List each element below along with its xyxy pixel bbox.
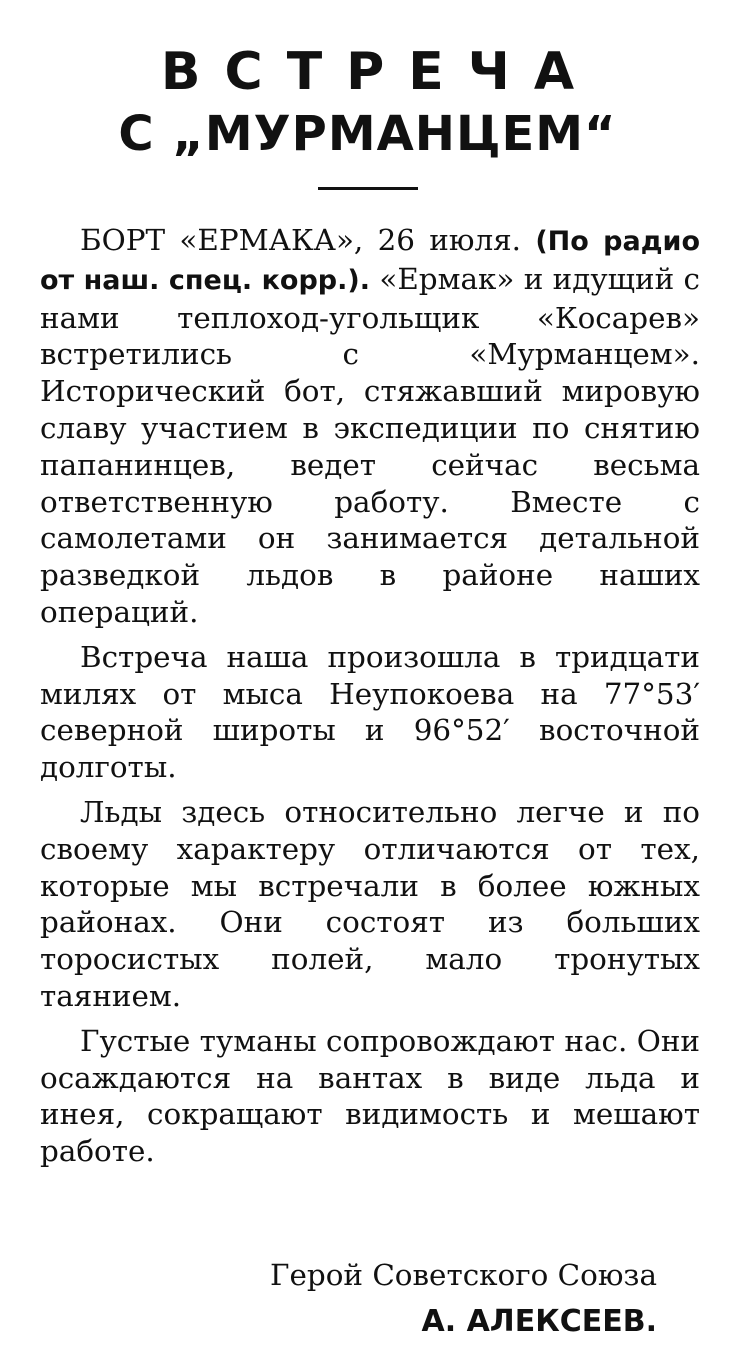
headline-divider	[318, 187, 418, 190]
author-name: А. АЛЕКСЕЕВ.	[421, 1304, 657, 1339]
paragraph-2: Встреча наша произошла в тридцати милях от мыса Неупокоева на 77°53′ северной широты и 96°52′ восточной долготы.	[40, 639, 700, 785]
dateline-source: (По радио от наш. спец. корр.).	[40, 226, 700, 296]
lead-paragraph	[40, 222, 700, 631]
headline-line-1: ВСТРЕЧА	[160, 42, 599, 102]
lead-text: «Ермак» и идущий с нами теплоход-угольщик «Косарев» встретились с «Мурманцем». Исторический бот, стяжавший мировую славу участием в экспедиции по снятию папанинцев, ведет сейчас весьма ответственную работу. Вместе с самолетами он занимается детальной разведкой льдов в районе наших операций.	[40, 261, 700, 629]
paragraph-4: Густые туманы сопровождают нас. Они осаждаются на вантах в виде льда и инея, сокращают видимость и мешают работе.	[40, 1023, 700, 1169]
dateline-place: БОРТ «ЕРМАКА», 26 июля.	[80, 223, 536, 257]
article-body	[40, 222, 700, 1178]
author-title: Герой Советского Союза	[270, 1258, 657, 1292]
headline-line-2: С „МУРМАНЦЕМ“	[118, 106, 617, 162]
byline	[270, 1256, 657, 1344]
paragraph-3: Льды здесь относительно легче и по своему характеру отличаются от тех, которые мы встречали в более южных районах. Они состоят из больших торосистых полей, мало тронутых таянием.	[40, 794, 700, 1013]
